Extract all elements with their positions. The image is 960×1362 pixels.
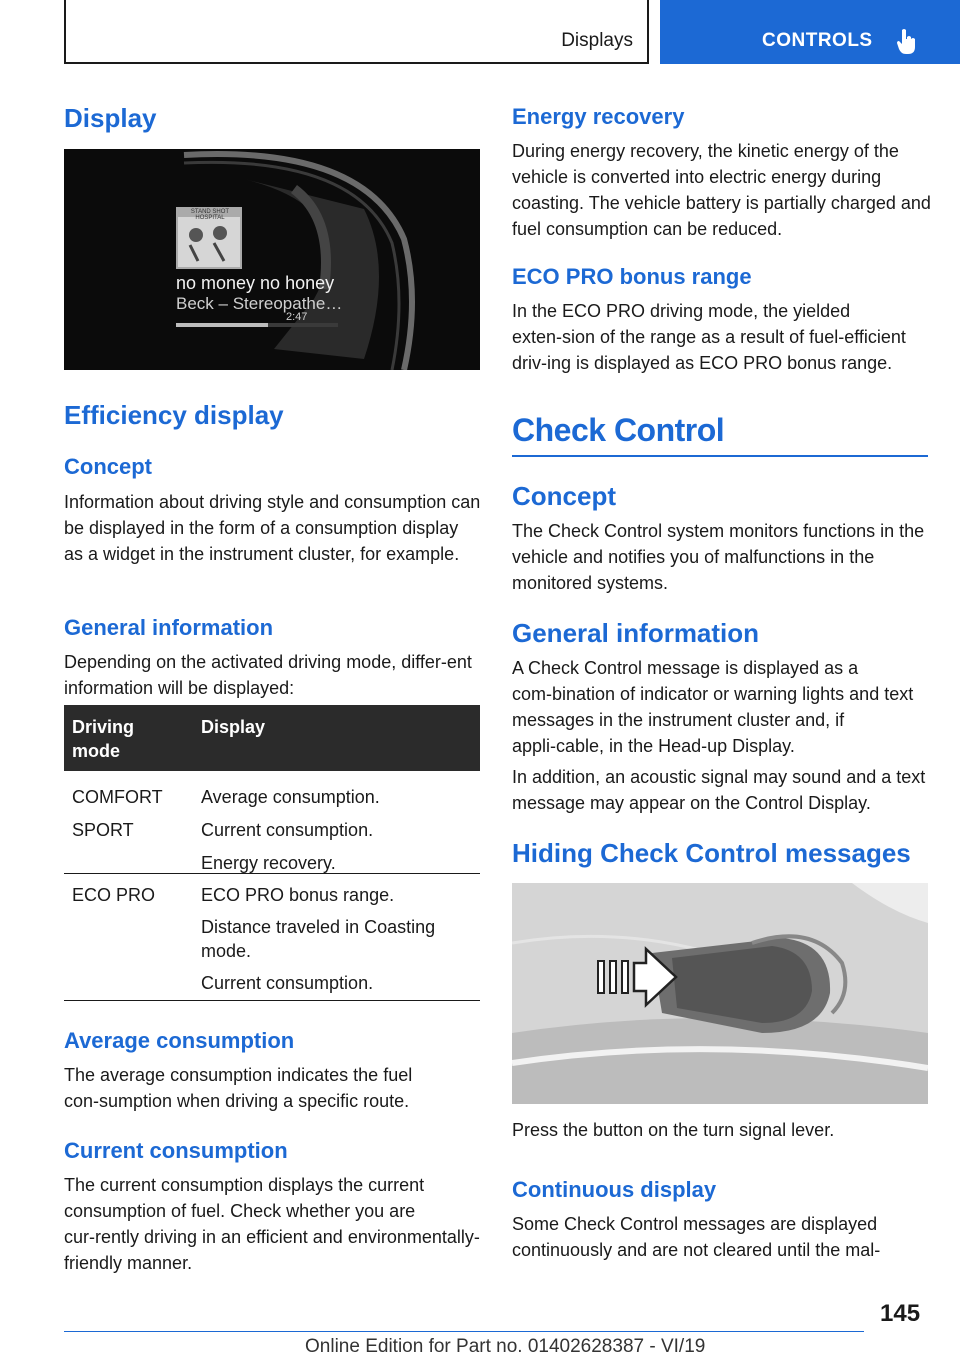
cc-concept-heading: Concept — [512, 481, 616, 511]
edition-text: Online Edition for Part no. 01402628387 - VI/19 — [305, 1336, 706, 1357]
row-items — [201, 883, 471, 995]
concept-text: Information about driving style and consumption can be displayed in the form of a consumption display as a widget in the instrument cluster, for example. — [64, 492, 481, 564]
eco-text: In the ECO PRO driving mode, the yielded exten‑sion of the range as a result of fuel-efficient driv‑ing is displayed as ECO PRO bonus range. — [512, 301, 906, 373]
general-text: Depending on the activated driving mode, differ‑ent information will be displayed: — [64, 652, 472, 698]
controls-tab[interactable] — [660, 0, 960, 64]
mode-comfort: COMFORT — [72, 787, 163, 807]
cc-general-heading: General information — [512, 618, 760, 648]
pointing-hand-icon — [896, 28, 918, 54]
driving-mode-table — [64, 705, 480, 1001]
footer-rule — [64, 1331, 864, 1332]
turn-signal-illustration — [512, 883, 928, 1104]
concept-heading: Concept — [64, 454, 152, 479]
cover-text: STAND SHOT HOSPITAL — [190, 209, 230, 221]
row-items — [201, 781, 380, 880]
mode-eco-pro: ECO PRO — [72, 885, 156, 905]
artist-name: Beck – Stereopathe… — [176, 294, 343, 313]
item: ECO PRO bonus range. — [201, 885, 395, 905]
table-header — [64, 705, 480, 771]
section-title: Displays — [561, 30, 633, 51]
table-row — [64, 874, 480, 1001]
item: Current consumption. — [201, 973, 374, 993]
display-heading: Display — [64, 103, 157, 133]
press-text: Press the button on the turn signal lever. — [512, 1120, 835, 1140]
avg-heading: Average consumption — [64, 1028, 295, 1053]
avg-text: The average consumption indicates the fuel con‑sumption when driving a specific route. — [64, 1065, 413, 1111]
continuous-heading: Continuous display — [512, 1177, 717, 1202]
row-modes — [72, 781, 163, 847]
eco-heading: ECO PRO bonus range — [512, 264, 752, 289]
efficiency-heading: Efficiency display — [64, 400, 284, 430]
energy-heading: Energy recovery — [512, 104, 685, 129]
header-bar — [64, 0, 649, 64]
item: Energy recovery. — [201, 853, 336, 873]
cc-concept-text: The Check Control system monitors functions in the vehicle and notifies you of malfunctions in the monitored systems. — [512, 521, 925, 593]
cc-general-text-2: In addition, an acoustic signal may sound and a text message may appear on the Control Display. — [512, 767, 926, 813]
table-row — [64, 771, 480, 874]
check-control-heading: Check Control — [512, 412, 725, 448]
item: Average consumption. — [201, 787, 380, 807]
cc-general-text: A Check Control message is displayed as a com‑bination of indicator or warning lights and text messages in the instrument cluster and, if appli‑cable, in the Head-up Display. — [512, 658, 914, 756]
controls-tab-label: CONTROLS — [762, 30, 873, 51]
col-display: Display — [201, 717, 266, 737]
heading-rule — [512, 455, 928, 457]
display-illustration — [64, 149, 480, 370]
continuous-text: Some Check Control messages are displayed continuously and are not cleared until the mal‑ — [512, 1214, 881, 1260]
song-title: no money no honey — [176, 273, 335, 293]
general-heading: General information — [64, 615, 274, 640]
display-image — [64, 149, 480, 370]
hiding-heading: Hiding Check Control messages — [512, 838, 911, 868]
page-number: 145 — [880, 1300, 921, 1327]
energy-text: During energy recovery, the kinetic energy of the vehicle is converted into electric energy during coasting. The vehicle battery is partially charged and fuel consumption can be reduced. — [512, 141, 931, 239]
item: Current consumption. — [201, 820, 374, 840]
current-text: The current consumption displays the current consumption of fuel. Check whether you are cur‑rently driving in an efficient and environmentally-friendly manner. — [64, 1175, 480, 1273]
col-driving-mode: Driving mode — [72, 717, 135, 761]
mode-sport: SPORT — [72, 820, 134, 840]
current-heading: Current consumption — [64, 1138, 288, 1163]
track-time: 2:47 — [286, 311, 308, 323]
turn-signal-image — [512, 883, 928, 1104]
item: Distance traveled in Coasting mode. — [201, 917, 436, 961]
